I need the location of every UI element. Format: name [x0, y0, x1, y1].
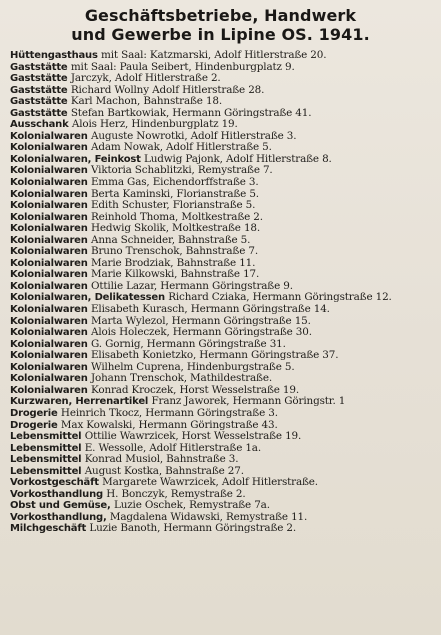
- directory-entry: [10, 362, 431, 374]
- directory-entry: [10, 177, 431, 189]
- directory-entry: [10, 258, 431, 270]
- entry-details: Marie Brodziak, Bahnstraße 11.: [91, 257, 256, 269]
- entry-details: Viktoria Schablitzki, Remystraße 7.: [91, 165, 273, 177]
- entry-details: Ludwig Pajonk, Adolf Hitlerstraße 8.: [144, 153, 332, 165]
- entry-details: mit Saal: Paula Seibert, Hindenburgplatz 9.: [70, 61, 295, 73]
- entry-category: Kolonialwaren: [10, 211, 88, 223]
- entry-details: Edith Schuster, Florianstraße 5.: [91, 200, 256, 212]
- entry-details: Heinrich Tkocz, Hermann Göringstraße 3.: [60, 407, 278, 419]
- entry-details: Anna Schneider, Bahnstraße 5.: [91, 234, 251, 246]
- entry-category: Kolonialwaren: [10, 257, 88, 269]
- directory-entry: [10, 316, 431, 328]
- entry-category: Kurzwaren, Herrenartikel: [10, 396, 149, 408]
- directory-entry: [10, 154, 431, 166]
- entry-category: Kolonialwaren: [10, 142, 88, 154]
- entry-details: Margarete Wawrzicek, Adolf Hitlerstraße.: [102, 477, 318, 489]
- entry-category: Kolonialwaren: [10, 269, 88, 281]
- directory-entry: [10, 327, 431, 339]
- entry-details: Stefan Bartkowiak, Hermann Göringstraße 41.: [70, 107, 312, 119]
- entry-category: Kolonialwaren: [10, 165, 88, 177]
- entry-category: Lebensmittel: [10, 454, 82, 466]
- directory-entry: [10, 96, 431, 108]
- entry-details: Alois Herz, Hindenburgplatz 19.: [71, 119, 238, 131]
- entry-category: Lebensmittel: [10, 465, 82, 477]
- directory-entry: [10, 420, 431, 432]
- entry-category: Kolonialwaren: [10, 280, 88, 292]
- entry-category: Kolonialwaren: [10, 315, 88, 327]
- entry-details: Magdalena Widawski, Remystraße 11.: [109, 511, 308, 523]
- directory-entry: [10, 108, 431, 120]
- directory-entry: [10, 512, 431, 524]
- directory-entry: [10, 292, 431, 304]
- entry-category: Gaststätte: [10, 96, 68, 108]
- entry-details: Hedwig Skolik, Moltkestraße 18.: [91, 223, 261, 235]
- page-title: [10, 6, 431, 44]
- directory-entry: [10, 50, 431, 62]
- entry-details: Jarczyk, Adolf Hitlerstraße 2.: [70, 73, 221, 85]
- directory-entry: [10, 396, 431, 408]
- directory-entry: [10, 373, 431, 385]
- directory-entry: [10, 489, 431, 501]
- entry-details: Franz Jaworek, Hermann Göringstr. 1: [151, 396, 346, 408]
- entry-category: Lebensmittel: [10, 442, 82, 454]
- entry-category: Vorkosthandlung: [10, 488, 103, 500]
- directory-entry: [10, 466, 431, 478]
- entry-details: G. Gornig, Hermann Göringstraße 31.: [91, 338, 286, 350]
- entry-category: Kolonialwaren, Delikatessen: [10, 292, 165, 304]
- entry-details: Emma Gas, Eichendorffstraße 3.: [91, 177, 259, 189]
- entry-category: Lebensmittel: [10, 431, 82, 443]
- entry-category: Hüttengasthaus: [10, 50, 98, 61]
- entry-details: Ottilie Wawrzicek, Horst Wesselstraße 19.: [84, 431, 302, 443]
- entry-details: Elisabeth Konietzko, Hermann Göringstraße 37.: [91, 350, 339, 362]
- directory-entry: [10, 385, 431, 397]
- directory-entry: [10, 350, 431, 362]
- entry-details: Marie Kilkowski, Bahnstraße 17.: [91, 269, 260, 281]
- directory-entry: [10, 431, 431, 443]
- entry-details: Konrad Musiol, Bahnstraße 3.: [84, 454, 239, 466]
- title-line-1: Geschäftsbetriebe, Handwerk: [84, 6, 357, 25]
- directory-entry: [10, 269, 431, 281]
- entry-category: Kolonialwaren: [10, 361, 88, 373]
- directory-entry: [10, 212, 431, 224]
- entry-details: Elisabeth Kurasch, Hermann Göringstraße 14.: [91, 304, 330, 316]
- entry-details: Karl Machon, Bahnstraße 18.: [70, 96, 223, 108]
- entry-category: Vorkosthandlung,: [10, 511, 107, 523]
- entry-category: Ausschank: [10, 119, 69, 131]
- entry-category: Kolonialwaren: [10, 327, 88, 339]
- directory-entry: [10, 85, 431, 97]
- entry-details: Wilhelm Cuprena, Hindenburgstraße 5.: [91, 361, 295, 373]
- directory-entry: [10, 131, 431, 143]
- directory-entry: [10, 189, 431, 201]
- entry-category: Gaststätte: [10, 61, 68, 73]
- entry-details: H. Bonczyk, Remystraße 2.: [106, 488, 246, 500]
- entry-category: Kolonialwaren: [10, 234, 88, 246]
- directory-entry: [10, 477, 431, 489]
- entry-category: Vorkostgeschäft: [10, 477, 99, 489]
- directory-entry: [10, 235, 431, 247]
- entry-details: Konrad Kroczek, Horst Wesselstraße 19.: [91, 384, 299, 396]
- directory-entry: [10, 339, 431, 351]
- entry-category: Kolonialwaren: [10, 200, 88, 212]
- entry-details: Auguste Nowrotki, Adolf Hitlerstraße 3.: [91, 130, 297, 142]
- directory-entry: [10, 304, 431, 316]
- entry-category: Gaststätte: [10, 107, 68, 119]
- entry-details: Richard Cziaka, Hermann Göringstraße 12.: [168, 292, 392, 304]
- directory-entry: [10, 62, 431, 74]
- directory-entry: [10, 523, 431, 535]
- entry-category: Drogerie: [10, 419, 58, 431]
- entry-details: E. Wessolle, Adolf Hitlerstraße 1a.: [84, 442, 261, 454]
- entry-details: Luzie Oschek, Remystraße 7a.: [113, 500, 270, 512]
- entry-details: Alois Holeczek, Hermann Göringstraße 30.: [91, 327, 312, 339]
- entry-details: mit Saal: Katzmarski, Adolf Hitlerstraße 20.: [101, 50, 327, 61]
- directory-entry: [10, 200, 431, 212]
- entry-details: Luzie Banoth, Hermann Göringstraße 2.: [89, 523, 297, 535]
- entry-category: Kolonialwaren: [10, 373, 88, 385]
- entry-category: Drogerie: [10, 407, 58, 419]
- entry-category: Kolonialwaren, Feinkost: [10, 153, 141, 165]
- entry-category: Obst und Gemüse,: [10, 500, 111, 512]
- entry-category: Kolonialwaren: [10, 188, 88, 200]
- directory-entry: [10, 281, 431, 293]
- entry-category: Milchgeschäft: [10, 523, 87, 535]
- entry-category: Kolonialwaren: [10, 384, 88, 396]
- directory-entry: [10, 165, 431, 177]
- entry-details: Johann Trenschok, Mathildestraße.: [91, 373, 272, 385]
- entry-details: Bruno Trenschok, Bahnstraße 7.: [91, 246, 258, 258]
- entry-details: Berta Kaminski, Florianstraße 5.: [91, 188, 259, 200]
- entry-category: Kolonialwaren: [10, 350, 88, 362]
- entry-category: Kolonialwaren: [10, 304, 88, 316]
- entry-details: Ottilie Lazar, Hermann Göringstraße 9.: [91, 280, 293, 292]
- directory-entry: [10, 500, 431, 512]
- entry-category: Kolonialwaren: [10, 130, 88, 142]
- entry-category: Kolonialwaren: [10, 246, 88, 258]
- entry-category: Kolonialwaren: [10, 338, 88, 350]
- directory-entry: [10, 454, 431, 466]
- entry-category: Kolonialwaren: [10, 223, 88, 235]
- entry-category: Gaststätte: [10, 84, 68, 96]
- directory-entry: [10, 142, 431, 154]
- entry-details: Marta Wylezol, Hermann Göringstraße 15.: [91, 315, 311, 327]
- entry-details: Richard Wollny Adolf Hitlerstraße 28.: [70, 84, 265, 96]
- directory-entry: [10, 73, 431, 85]
- entry-category: Gaststätte: [10, 73, 68, 85]
- directory-entry: [10, 119, 431, 131]
- directory-entry: [10, 223, 431, 235]
- entry-details: Adam Nowak, Adolf Hitlerstraße 5.: [91, 142, 272, 154]
- entry-details: August Kostka, Bahnstraße 27.: [84, 465, 244, 477]
- directory-entry: [10, 246, 431, 258]
- title-line-2: und Gewerbe in Lipine OS. 1941.: [71, 25, 370, 44]
- directory-entry: [10, 408, 431, 420]
- directory-entry: [10, 443, 431, 455]
- business-directory-list: [10, 50, 431, 535]
- entry-category: Kolonialwaren: [10, 177, 88, 189]
- entry-details: Max Kowalski, Hermann Göringstraße 43.: [60, 419, 278, 431]
- entry-details: Reinhold Thoma, Moltkestraße 2.: [91, 211, 263, 223]
